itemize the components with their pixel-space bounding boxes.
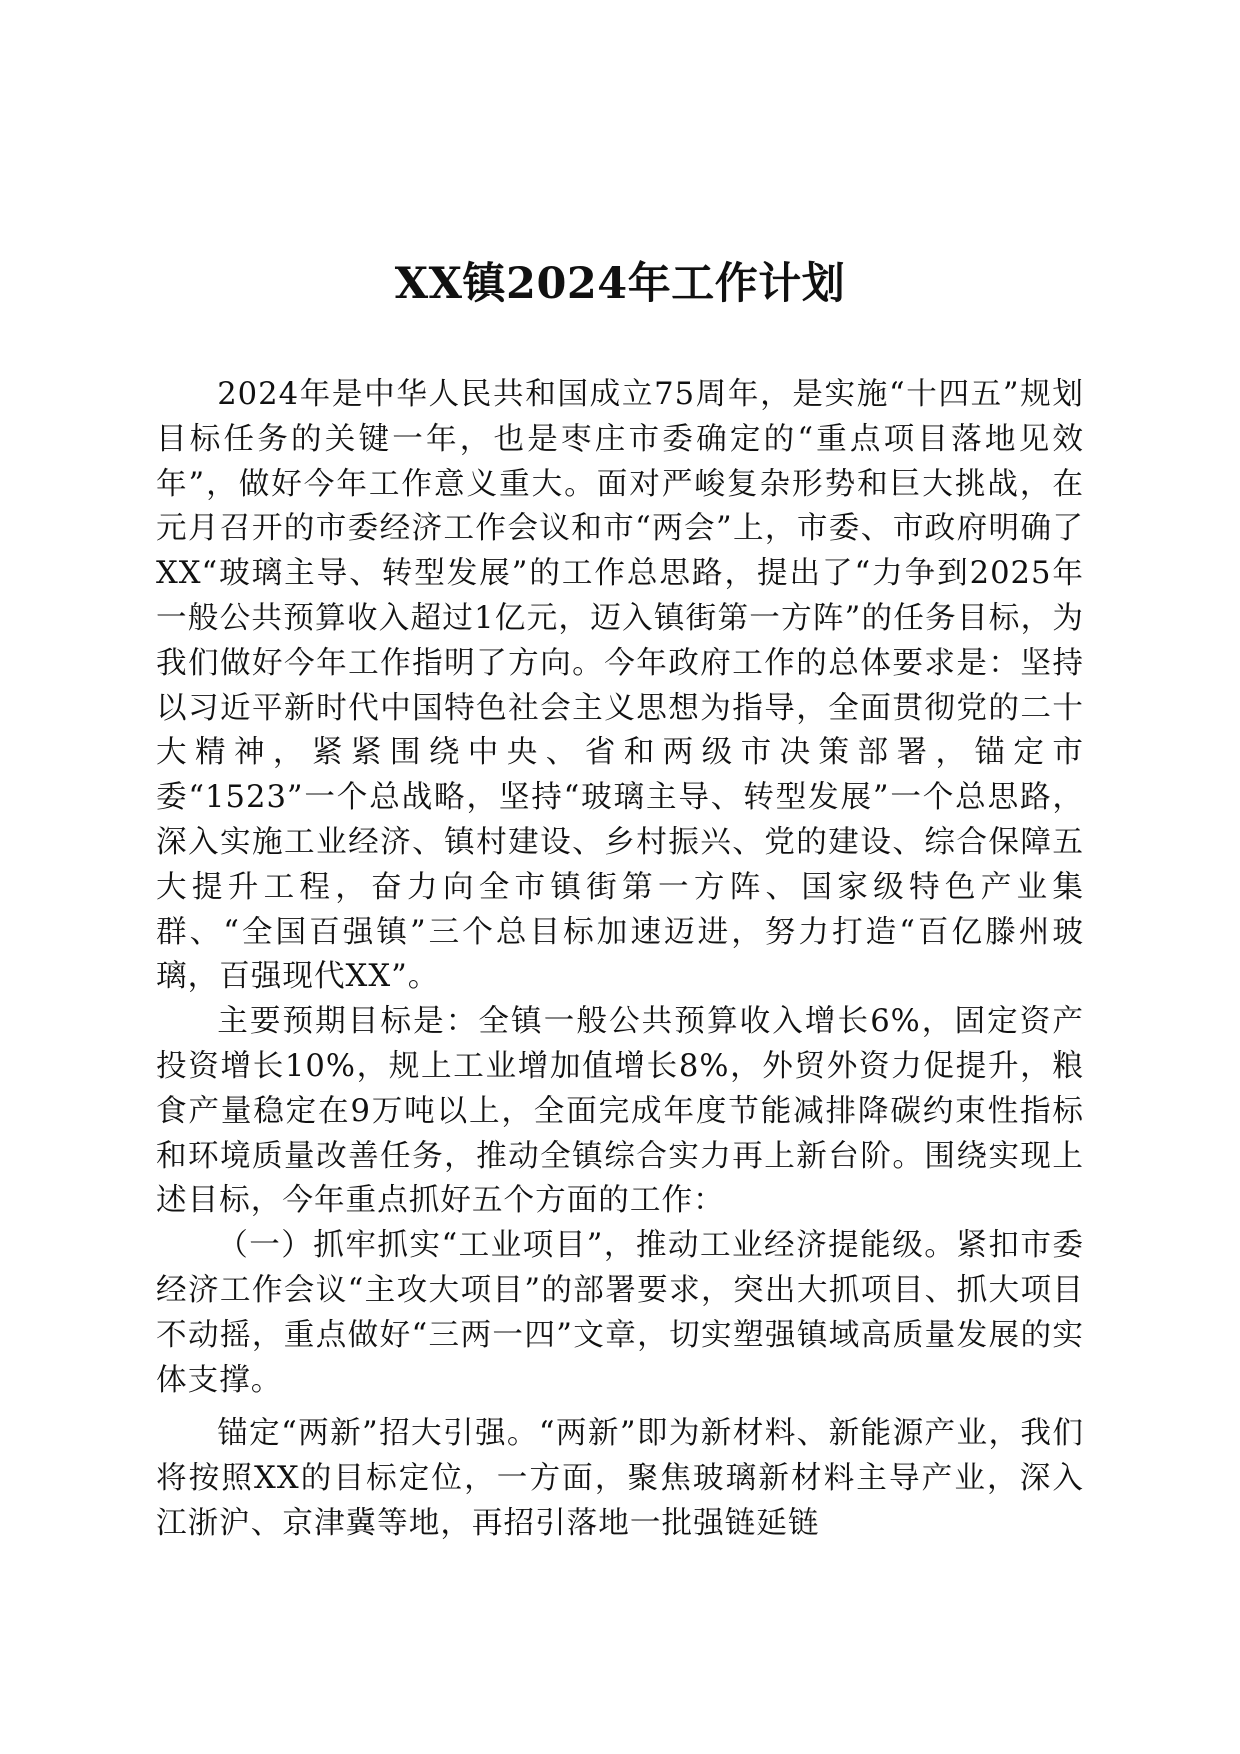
paragraph-overview [156, 373, 1084, 1000]
section-heading: （一）抓牢抓实“工业项目”，推动工业经济提能级。 [217, 1228, 957, 1264]
paragraph-section-one [156, 1224, 1084, 1403]
paragraph-text: 主要预期目标是：全镇一般公共预算收入增长6%，固定资产投资增长10%，规上工业增加值增长8%，外贸外资力促提升，粮食产量稳定在9万吨以上，全面完成年度节能减排降碳约束性指标和环境质量改善任务，推动全镇综合实力再上新台阶。围绕实现上述目标，今年重点抓好五个方面的工作： [156, 1004, 1084, 1219]
paragraph-text: 锚定“两新”招大引强。“两新”即为新材料、新能源产业，我们将按照XX的目标定位，一方面，聚焦玻璃新材料主导产业，深入江浙沪、京津冀等地，再招引落地一批强链延链 [156, 1416, 1084, 1541]
paragraph-two-new [156, 1412, 1084, 1546]
document-title: XX镇2024年工作计划 [394, 259, 846, 309]
paragraph-text: 2024年是中华人民共和国成立75周年，是实施“十四五”规划目标任务的关键一年，也是枣庄市委确定的“重点项目落地见效年”，做好今年工作意义重大。面对严峻复杂形势和巨大挑战，在元月召开的市委经济工作会议和市“两会”上，市委、市政府明确了XX“玻璃主导、转型发展”的工作总思路，提出了“力争到2025年一般公共预算收入超过1亿元，迈入镇街第一方阵”的任务目标，为我们做好今年工作指明了方向。今年政府工作的总体要求是：坚持以习近平新时代中国特色社会主义思想为指导，全面贯彻党的二十大精神，紧紧围绕中央、省和两级市决策部署，锚定市委“1523”一个总战略，坚持“玻璃主导、转型发展”一个总思路，深入实施工业经济、镇村建设、乡村振兴、党的建设、综合保障五大提升工程，奋力向全市镇街第一方阵、国家级特色产业集群、“全国百强镇”三个总目标加速迈进，努力打造“百亿滕州玻璃，百强现代XX”。 [156, 377, 1084, 995]
paragraph-targets [156, 1000, 1084, 1224]
paragraph-text: 紧扣市委经济工作会议“主攻大项目”的部署要求，突出大抓项目、抓大项目不动摇，重点做好“三两一四”文章，切实塑强镇域高质量发展的实体支撑。 [156, 1228, 1084, 1398]
document-body [156, 373, 1084, 1547]
